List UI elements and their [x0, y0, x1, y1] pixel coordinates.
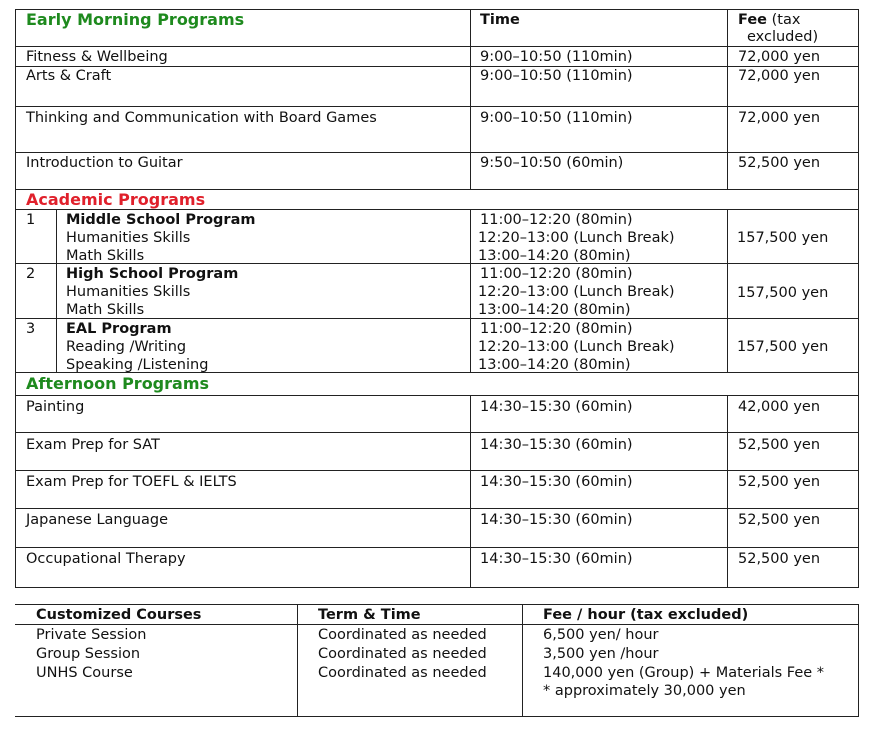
row-line	[15, 508, 859, 509]
custom-course-term: Coordinated as needed	[318, 646, 487, 662]
program-subject: Humanities Skills	[66, 284, 191, 300]
program-time: 12:20–13:00 (Lunch Break)	[478, 339, 675, 355]
time-column-header: Time	[480, 12, 520, 28]
row-line	[15, 66, 859, 67]
program-fee: 157,500 yen	[737, 285, 829, 301]
custom-term-header: Term & Time	[318, 607, 421, 623]
custom-course-fee: 6,500 yen/ hour	[543, 627, 659, 643]
program-time: 9:00–10:50 (110min)	[480, 49, 633, 65]
program-name: Arts & Craft	[26, 68, 112, 84]
program-number: 2	[26, 266, 36, 282]
program-time: 9:00–10:50 (110min)	[480, 110, 633, 126]
program-time: 13:00–14:20 (80min)	[478, 357, 631, 373]
col-divider-time-afternoon	[470, 395, 471, 588]
program-subject: Reading /Writing	[66, 339, 187, 355]
afternoon-programs-heading: Afternoon Programs	[26, 374, 210, 393]
program-time: 14:30–15:30 (60min)	[480, 512, 633, 528]
program-title: Middle School Program	[66, 212, 256, 228]
program-name: Occupational Therapy	[26, 551, 186, 567]
custom-table-header-border	[15, 624, 859, 625]
custom-course-fee-note: * approximately 30,000 yen	[543, 683, 746, 699]
fee-column-header-line1: Fee (tax	[738, 12, 801, 28]
row-line	[15, 106, 859, 107]
program-fee: 52,500 yen	[738, 512, 821, 528]
program-title: EAL Program	[66, 321, 172, 337]
program-time: 13:00–14:20 (80min)	[478, 302, 631, 318]
program-time: 14:30–15:30 (60min)	[480, 399, 633, 415]
program-time: 9:50–10:50 (60min)	[480, 155, 624, 171]
col-divider-fee-afternoon	[727, 395, 728, 588]
col-divider-fee	[727, 9, 728, 189]
program-name: Painting	[26, 399, 85, 415]
program-time: 11:00–12:20 (80min)	[480, 321, 633, 337]
program-time: 13:00–14:20 (80min)	[478, 248, 631, 264]
program-subject: Humanities Skills	[66, 230, 191, 246]
early-morning-heading: Early Morning Programs	[26, 10, 245, 29]
custom-course-name: Private Session	[36, 627, 147, 643]
custom-fee-header: Fee / hour (tax excluded)	[543, 607, 749, 623]
custom-col-divider-term	[297, 604, 298, 716]
custom-course-fee: 140,000 yen (Group) + Materials Fee *	[543, 665, 825, 681]
program-time: 12:20–13:00 (Lunch Break)	[478, 284, 675, 300]
custom-table-bottom-border	[15, 716, 859, 717]
custom-course-term: Coordinated as needed	[318, 665, 487, 681]
program-number: 1	[26, 212, 36, 228]
custom-table-top-border	[15, 604, 859, 605]
program-name: Thinking and Communication with Board Games	[26, 110, 377, 126]
program-fee: 157,500 yen	[737, 230, 829, 246]
row-line	[15, 152, 859, 153]
program-fee: 52,500 yen	[738, 155, 821, 171]
program-name: Exam Prep for SAT	[26, 437, 160, 453]
program-fee: 72,000 yen	[738, 49, 821, 65]
program-time: 14:30–15:30 (60min)	[480, 437, 633, 453]
col-divider-num	[56, 209, 57, 372]
custom-table-right-border	[858, 604, 859, 716]
program-subject: Speaking /Listening	[66, 357, 209, 373]
program-time: 11:00–12:20 (80min)	[480, 266, 633, 282]
program-name: Introduction to Guitar	[26, 155, 183, 171]
row-line	[15, 395, 859, 396]
col-divider-fee-academic	[727, 209, 728, 372]
col-divider-time-academic	[470, 209, 471, 372]
program-subject: Math Skills	[66, 248, 145, 264]
custom-course-header: Customized Courses	[36, 607, 202, 623]
row-line	[15, 432, 859, 433]
program-time: 14:30–15:30 (60min)	[480, 551, 633, 567]
custom-course-term: Coordinated as needed	[318, 627, 487, 643]
program-fee: 52,500 yen	[738, 437, 821, 453]
program-time: 11:00–12:20 (80min)	[480, 212, 633, 228]
program-fee: 52,500 yen	[738, 551, 821, 567]
program-name: Japanese Language	[26, 512, 169, 528]
custom-course-name: Group Session	[36, 646, 141, 662]
program-time: 14:30–15:30 (60min)	[480, 474, 633, 490]
col-divider-time	[470, 9, 471, 189]
custom-col-divider-fee	[522, 604, 523, 716]
program-fee: 157,500 yen	[737, 339, 829, 355]
fee-column-header-line2: excluded)	[747, 29, 819, 45]
program-time: 9:00–10:50 (110min)	[480, 68, 633, 84]
program-name: Exam Prep for TOEFL & IELTS	[26, 474, 237, 490]
program-fee: 72,000 yen	[738, 68, 821, 84]
row-line	[15, 470, 859, 471]
program-subject: Math Skills	[66, 302, 145, 318]
program-fee: 42,000 yen	[738, 399, 821, 415]
program-title: High School Program	[66, 266, 239, 282]
custom-course-name: UNHS Course	[36, 665, 133, 681]
program-name: Fitness & Wellbeing	[26, 49, 168, 65]
row-line	[15, 209, 859, 210]
row-line	[15, 46, 859, 47]
row-line	[15, 547, 859, 548]
program-fee: 72,000 yen	[738, 110, 821, 126]
program-number: 3	[26, 321, 36, 337]
custom-course-fee: 3,500 yen /hour	[543, 646, 659, 662]
program-time: 12:20–13:00 (Lunch Break)	[478, 230, 675, 246]
academic-programs-heading: Academic Programs	[26, 190, 206, 209]
program-fee: 52,500 yen	[738, 474, 821, 490]
